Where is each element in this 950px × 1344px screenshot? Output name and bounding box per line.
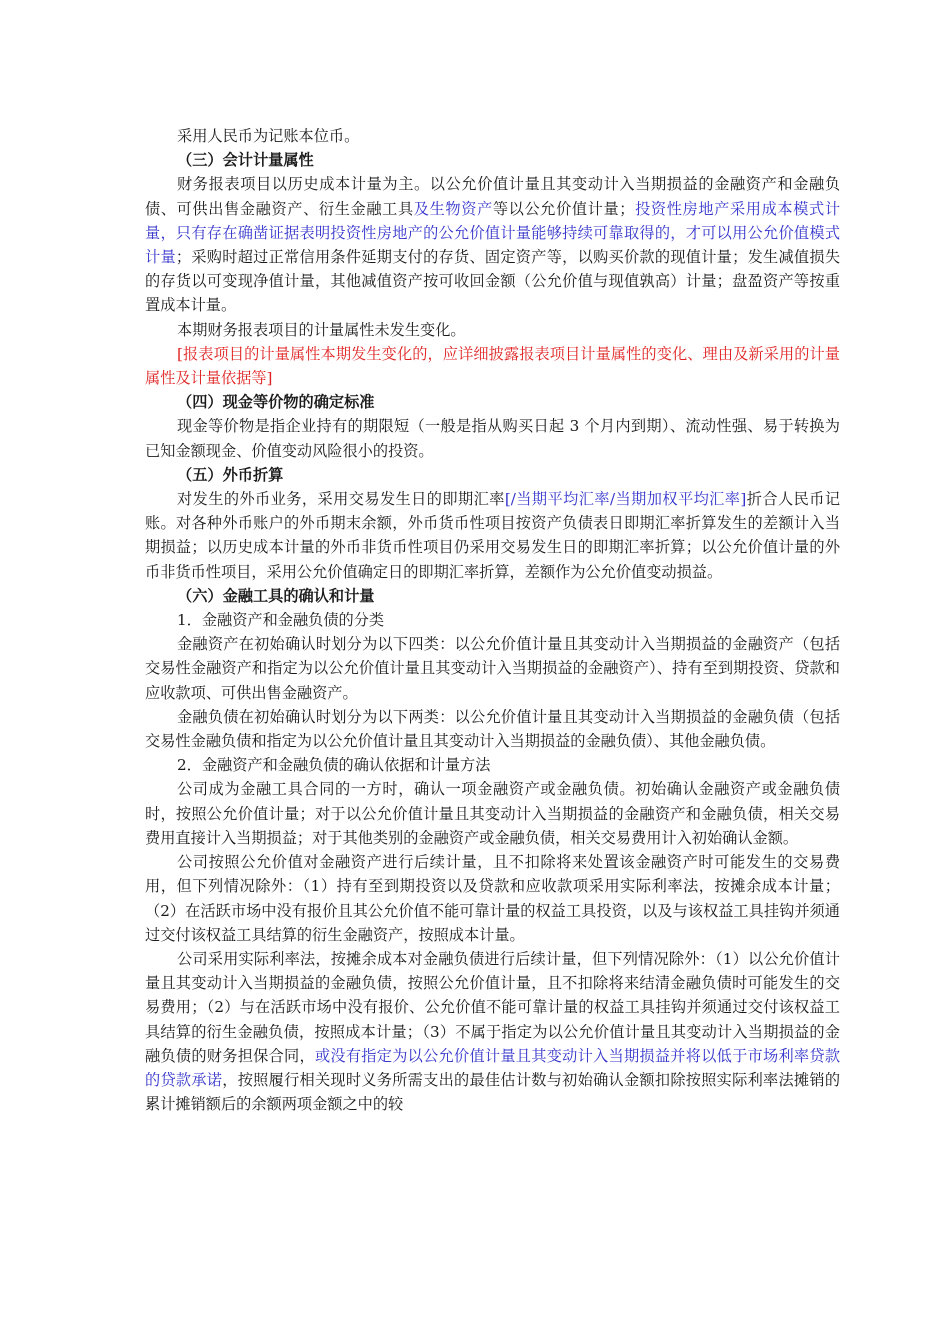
heading-cash-equivalents: （四）现金等价物的确定标准 (177, 393, 375, 412)
text-run: 财务报表项目以历史成本计量为主。以公允价值计量且其变动计入当期损益的金融资产和金融负债、可供出售金融资产、衍生金融工具 (145, 175, 840, 218)
text-run: 对发生的外币业务，采用交易发生日的即期汇率 (177, 490, 505, 509)
paragraph-measurement-basis (145, 172, 840, 317)
paragraph-currency: 采用人民币为记账本位币。 (177, 127, 360, 145)
paragraph-initial-recognition: 公司成为金融工具合同的一方时，确认一项金融资产或金融负债。初始确认金融资产或金融负债时，按照公允价值计量；对于以公允价值计量且其变动计入当期损益的金融资产和金融负债，相关交易费用直接计入当期损益；对于其他类别的金融资产或金融负债，相关交易费用计入初始确认金额。 (145, 780, 840, 847)
paragraph-subsequent-assets: 公司按照公允价值对金融资产进行后续计量，且不扣除将来处置该金融资产时可能发生的交易费用，但下列情况除外：（1）持有至到期投资以及贷款和应收款项采用实际利率法，按摊余成本计量；（2）在活跃市场中没有报价且其公允价值不能可靠计量的权益工具投资，以及与该权益工具挂钩并须通过交付该权益工具结算的衍生金融资产，按照成本计量。 (145, 853, 840, 944)
note-text: [报表项目的计量属性本期发生变化的，应详细披露报表项目计量属性的变化、理由及新采用的计量属性及计量依据等] (145, 344, 840, 388)
paragraph-subsequent-liabilities (145, 947, 840, 1116)
document-page (145, 124, 840, 1116)
paragraph-no-change: 本期财务报表项目的计量属性未发生变化。 (177, 320, 466, 339)
text-run: 折合人民币记账。对各种外币账户的外币期末余额，外币货币性项目按资产负债表日即期汇率折算发生的差额计入当期损益；以历史成本计量的外币非货币性项目仍采用交易发生日的即期汇率折算；以公允价值计量的外币非货币性项目，采用公允价值确定日的即期汇率折算，差额作为公允价值变动损益。 (145, 490, 841, 581)
paragraph-cash-equivalents: 现金等价物是指企业持有的期限短（一般是指从购买日起 3 个月内到期）、流动性强、易于转换为已知金额现金、价值变动风险很小的投资。 (145, 417, 840, 460)
highlight-text: 或没有指定为以公允价值计量且其变动计入当期损益并将以低于市场利率贷款的贷款承诺 (145, 1046, 841, 1089)
subheading-recognition: 2．金融资产和金融负债的确认依据和计量方法 (177, 756, 491, 775)
paragraph-financial-liabilities: 金融负债在初始确认时划分为以下两类：以公允价值计量且其变动计入当期损益的金融负债（包括交易性金融负债和指定为以公允价值计量且其变动计入当期损益的金融负债）、其他金融负债。 (145, 707, 840, 751)
highlight-text: 及生物资产 (413, 199, 493, 218)
text-run: 等以公允价值计量； (492, 199, 635, 218)
highlight-text: [/当期平均汇率/当期加权平均汇率] (504, 490, 747, 509)
heading-financial-instruments: （六）金融工具的确认和计量 (177, 586, 375, 605)
text-run: ；采购时超过正常信用条件延期支付的存货、固定资产等，以购买价款的现值计量；发生减值损失的存货以可变现净值计量，其他减值资产按可收回金额（公允价值与现值孰高）计量；盘盈资产等按重置成本计量。 (145, 248, 841, 315)
subheading-classification: 1．金融资产和金融负债的分类 (177, 611, 385, 630)
text-run: 公司采用实际利率法，按摊余成本对金融负债进行后续计量，但下列情况除外：（1）以公允价值计量且其变动计入当期损益的金融负债，按照公允价值计量，且不扣除将来结清金融负债时可能发生的交易费用；（2）与在活跃市场中没有报价、公允价值不能可靠计量的权益工具挂钩并须通过交付该权益工具结算的衍生金融负债，按照成本计量；（3）不属于指定为以公允价值计量且其变动计入当期损益的金融负债的财务担保合同， (145, 949, 840, 1065)
paragraph-financial-assets: 金融资产在初始确认时划分为以下四类：以公允价值计量且其变动计入当期损益的金融资产（包括交易性金融资产和指定为以公允价值计量且其变动计入当期损益的金融资产）、持有至到期投资、贷款和应收款项、可供出售金融资产。 (145, 635, 840, 702)
highlight-text: 投资性房地产采用成本模式计量，只有存在确凿证据表明投资性房地产的公允价值计量能够持续可靠取得的，才可以用公允价值模式计量 (145, 199, 841, 267)
heading-measurement-attributes: （三）会计计量属性 (177, 151, 314, 170)
heading-foreign-currency: （五）外币折算 (177, 465, 284, 484)
paragraph-foreign-currency (145, 487, 840, 584)
text-run: ，按照履行相关现时义务所需支出的最佳估计数与初始确认金额扣除按照实际利率法摊销的累计摊销额后的余额两项金额之中的较 (145, 1070, 841, 1114)
